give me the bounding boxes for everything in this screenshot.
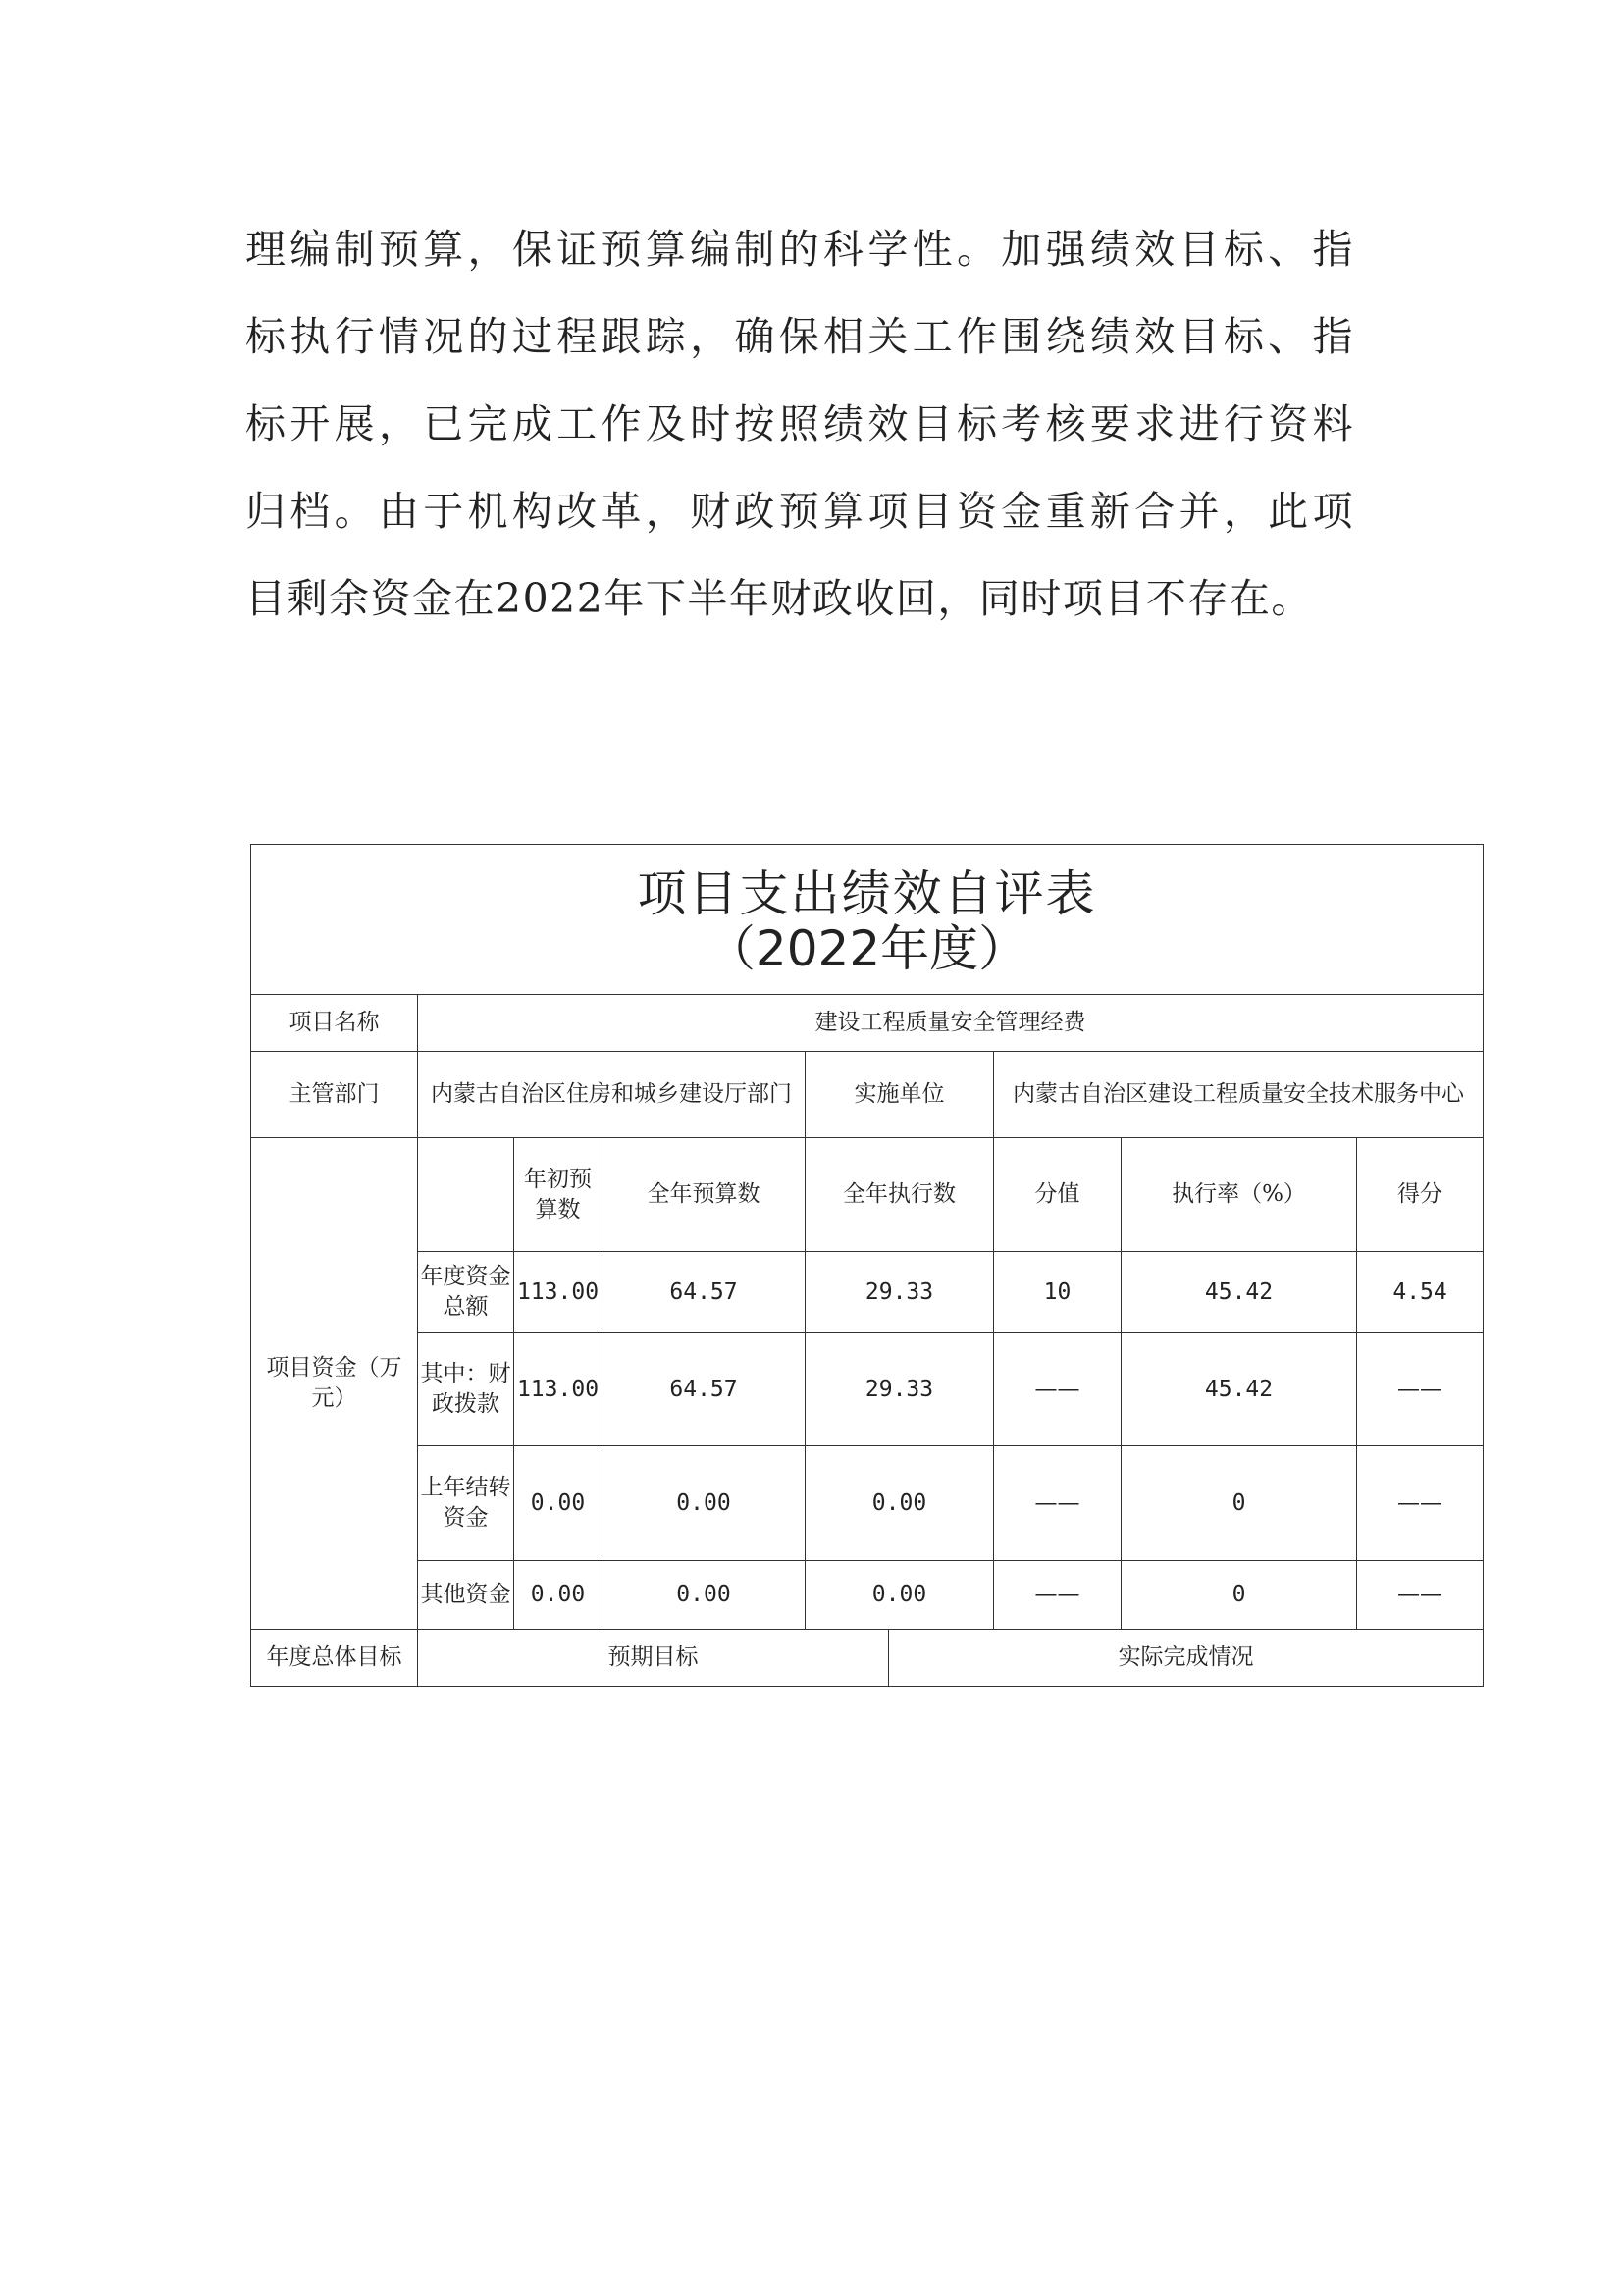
row-label: 其中：财政拨款 bbox=[418, 1333, 514, 1446]
dept-label: 主管部门 bbox=[251, 1052, 418, 1138]
cell-score: —— bbox=[1357, 1446, 1484, 1561]
table-title-main: 项目支出绩效自评表 bbox=[637, 865, 1097, 922]
cell-initial: 113.00 bbox=[514, 1252, 602, 1333]
cell-rate: 45.42 bbox=[1122, 1252, 1357, 1333]
cell-value: —— bbox=[994, 1561, 1122, 1630]
table-title-year: （2022年度） bbox=[706, 920, 1028, 977]
cell-budget: 64.57 bbox=[602, 1333, 806, 1446]
cell-rate: 0 bbox=[1122, 1446, 1357, 1561]
cell-score: 4.54 bbox=[1357, 1252, 1484, 1333]
funds-label: 项目资金（万元） bbox=[251, 1138, 418, 1630]
actual-completion-header: 实际完成情况 bbox=[889, 1630, 1484, 1687]
header-initial: 年初预算数 bbox=[514, 1138, 602, 1252]
cell-initial: 0.00 bbox=[514, 1446, 602, 1561]
row-label: 年度资金总额 bbox=[418, 1252, 514, 1333]
cell-exec: 29.33 bbox=[806, 1333, 994, 1446]
row-label: 其他资金 bbox=[418, 1561, 514, 1630]
paragraph-line: 归档。由于机构改革，财政预算项目资金重新合并，此项 bbox=[245, 488, 1354, 535]
cell-initial: 0.00 bbox=[514, 1561, 602, 1630]
header-score-value: 分值 bbox=[994, 1138, 1122, 1252]
header-exec-rate: 执行率（%） bbox=[1122, 1138, 1357, 1252]
header-score: 得分 bbox=[1357, 1138, 1484, 1252]
cell-budget: 0.00 bbox=[602, 1561, 806, 1630]
cell-value: —— bbox=[994, 1333, 1122, 1446]
table-title bbox=[251, 845, 1484, 995]
cell-exec: 0.00 bbox=[806, 1446, 994, 1561]
project-name-value: 建设工程质量安全管理经费 bbox=[418, 995, 1484, 1052]
blank-header-cell bbox=[418, 1138, 514, 1252]
cell-value: 10 bbox=[994, 1252, 1122, 1333]
paragraph-line: 标执行情况的过程跟踪，确保相关工作围绕绩效目标、指 bbox=[245, 313, 1354, 360]
header-annual-budget: 全年预算数 bbox=[602, 1138, 806, 1252]
impl-value: 内蒙古自治区建设工程质量安全技术服务中心 bbox=[994, 1052, 1484, 1138]
cell-exec: 29.33 bbox=[806, 1252, 994, 1333]
cell-budget: 64.57 bbox=[602, 1252, 806, 1333]
paragraph-line: 理编制预算，保证预算编制的科学性。加强绩效目标、指 bbox=[245, 226, 1354, 273]
dept-value: 内蒙古自治区住房和城乡建设厅部门 bbox=[418, 1052, 806, 1138]
row-label: 上年结转资金 bbox=[418, 1446, 514, 1561]
paragraph-line: 目剩余资金在2022年下半年财政收回，同时项目不存在。 bbox=[245, 575, 1313, 622]
cell-value: —— bbox=[994, 1446, 1122, 1561]
project-name-label: 项目名称 bbox=[251, 995, 418, 1052]
cell-score: —— bbox=[1357, 1333, 1484, 1446]
cell-budget: 0.00 bbox=[602, 1446, 806, 1561]
body-paragraph bbox=[245, 206, 1354, 643]
header-annual-exec: 全年执行数 bbox=[806, 1138, 994, 1252]
impl-label: 实施单位 bbox=[806, 1052, 994, 1138]
paragraph-line: 标开展，已完成工作及时按照绩效目标考核要求进行资料 bbox=[245, 400, 1354, 447]
cell-score: —— bbox=[1357, 1561, 1484, 1630]
cell-rate: 45.42 bbox=[1122, 1333, 1357, 1446]
performance-evaluation-table bbox=[250, 844, 1484, 1687]
cell-initial: 113.00 bbox=[514, 1333, 602, 1446]
cell-exec: 0.00 bbox=[806, 1561, 994, 1630]
expected-goal-header: 预期目标 bbox=[418, 1630, 889, 1687]
cell-rate: 0 bbox=[1122, 1561, 1357, 1630]
annual-goal-label: 年度总体目标 bbox=[251, 1630, 418, 1687]
